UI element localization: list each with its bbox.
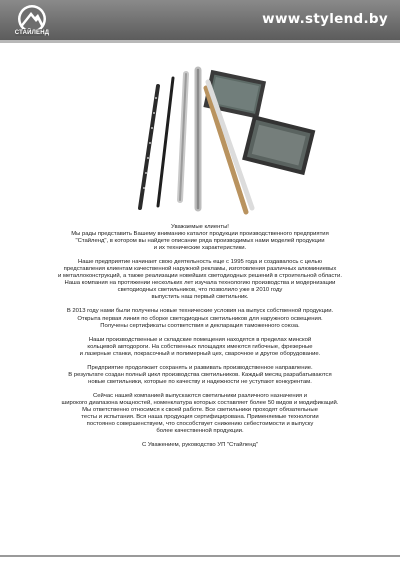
letter-paragraph-history: Наше предприятие начинает свою деятельность еще с 1995 года и создавалось с целью представления клиентам качественной наружной рекламы, изготовления различных алюминиевых и металлоконструкций, а также реализации новейших светодиодных решений в строительной области. Наша компания на протяжении нескольких лет изучала технологию производства и модернизации светодиодных светильников, что позволило уже в 2010 году выпустить наш первый светильник.	[58, 259, 342, 301]
welcome-letter	[10, 224, 390, 449]
header-divider	[0, 40, 400, 43]
letter-signature: С Уважением, руководство УП "Стайленд"	[142, 442, 258, 449]
site-header	[0, 0, 400, 40]
letter-paragraph-production: Предприятие продолжает сохранять и развивать производственное направление. В результате создан полный цикл производства светильников. Каждый месяц разрабатываются новые светильники, которые по качеству и надежности не уступают конкурентам.	[68, 364, 332, 385]
site-url[interactable]: www.stylend.by	[262, 11, 388, 27]
letter-greeting: Уважаемые клиенты! Мы рады представить Вашему вниманию каталог продукции производственного предприятия "Стайленд", в котором вы найдете описание ряда производимых нами моделей продукции и их технические характеристики.	[71, 224, 329, 252]
footer-divider	[0, 555, 400, 557]
letter-paragraph-facilities: Наши производственные и складские помещения находятся в пределах минской кольцевой автодороги. На собственных площадях имеются гибочные, фрезерные и лазерные станки, покрасочный и полимерный цех, сварочное и другое оборудование.	[79, 336, 321, 357]
led-luminaires-photo	[128, 58, 328, 218]
letter-paragraph-products: Сейчас нашей компанией выпускаются светильники различного назначения и широкого диапазона мощностей, номенклатура которых составляет более 50 видов и модификаций. Мы ответственно относимся к своей работе. Все светильники проходят обязательные тесты и испытания. Вся наша продукция сертифицирована. Применяемые технологии постоянно совершенствуем, что способствует снижению себестоимости и выпуску более качественной продукции.	[61, 392, 339, 435]
logo-text: СТАЙЛЕНД	[14, 30, 50, 36]
letter-paragraph-2013: В 2013 году нами были получены новые технические условия на выпуск собственной продукции. Открыта первая линия по сборке светодиодных светильников для наружного освещения. Получены сертификаты соответствия и декларация таможенного союза.	[66, 308, 334, 329]
